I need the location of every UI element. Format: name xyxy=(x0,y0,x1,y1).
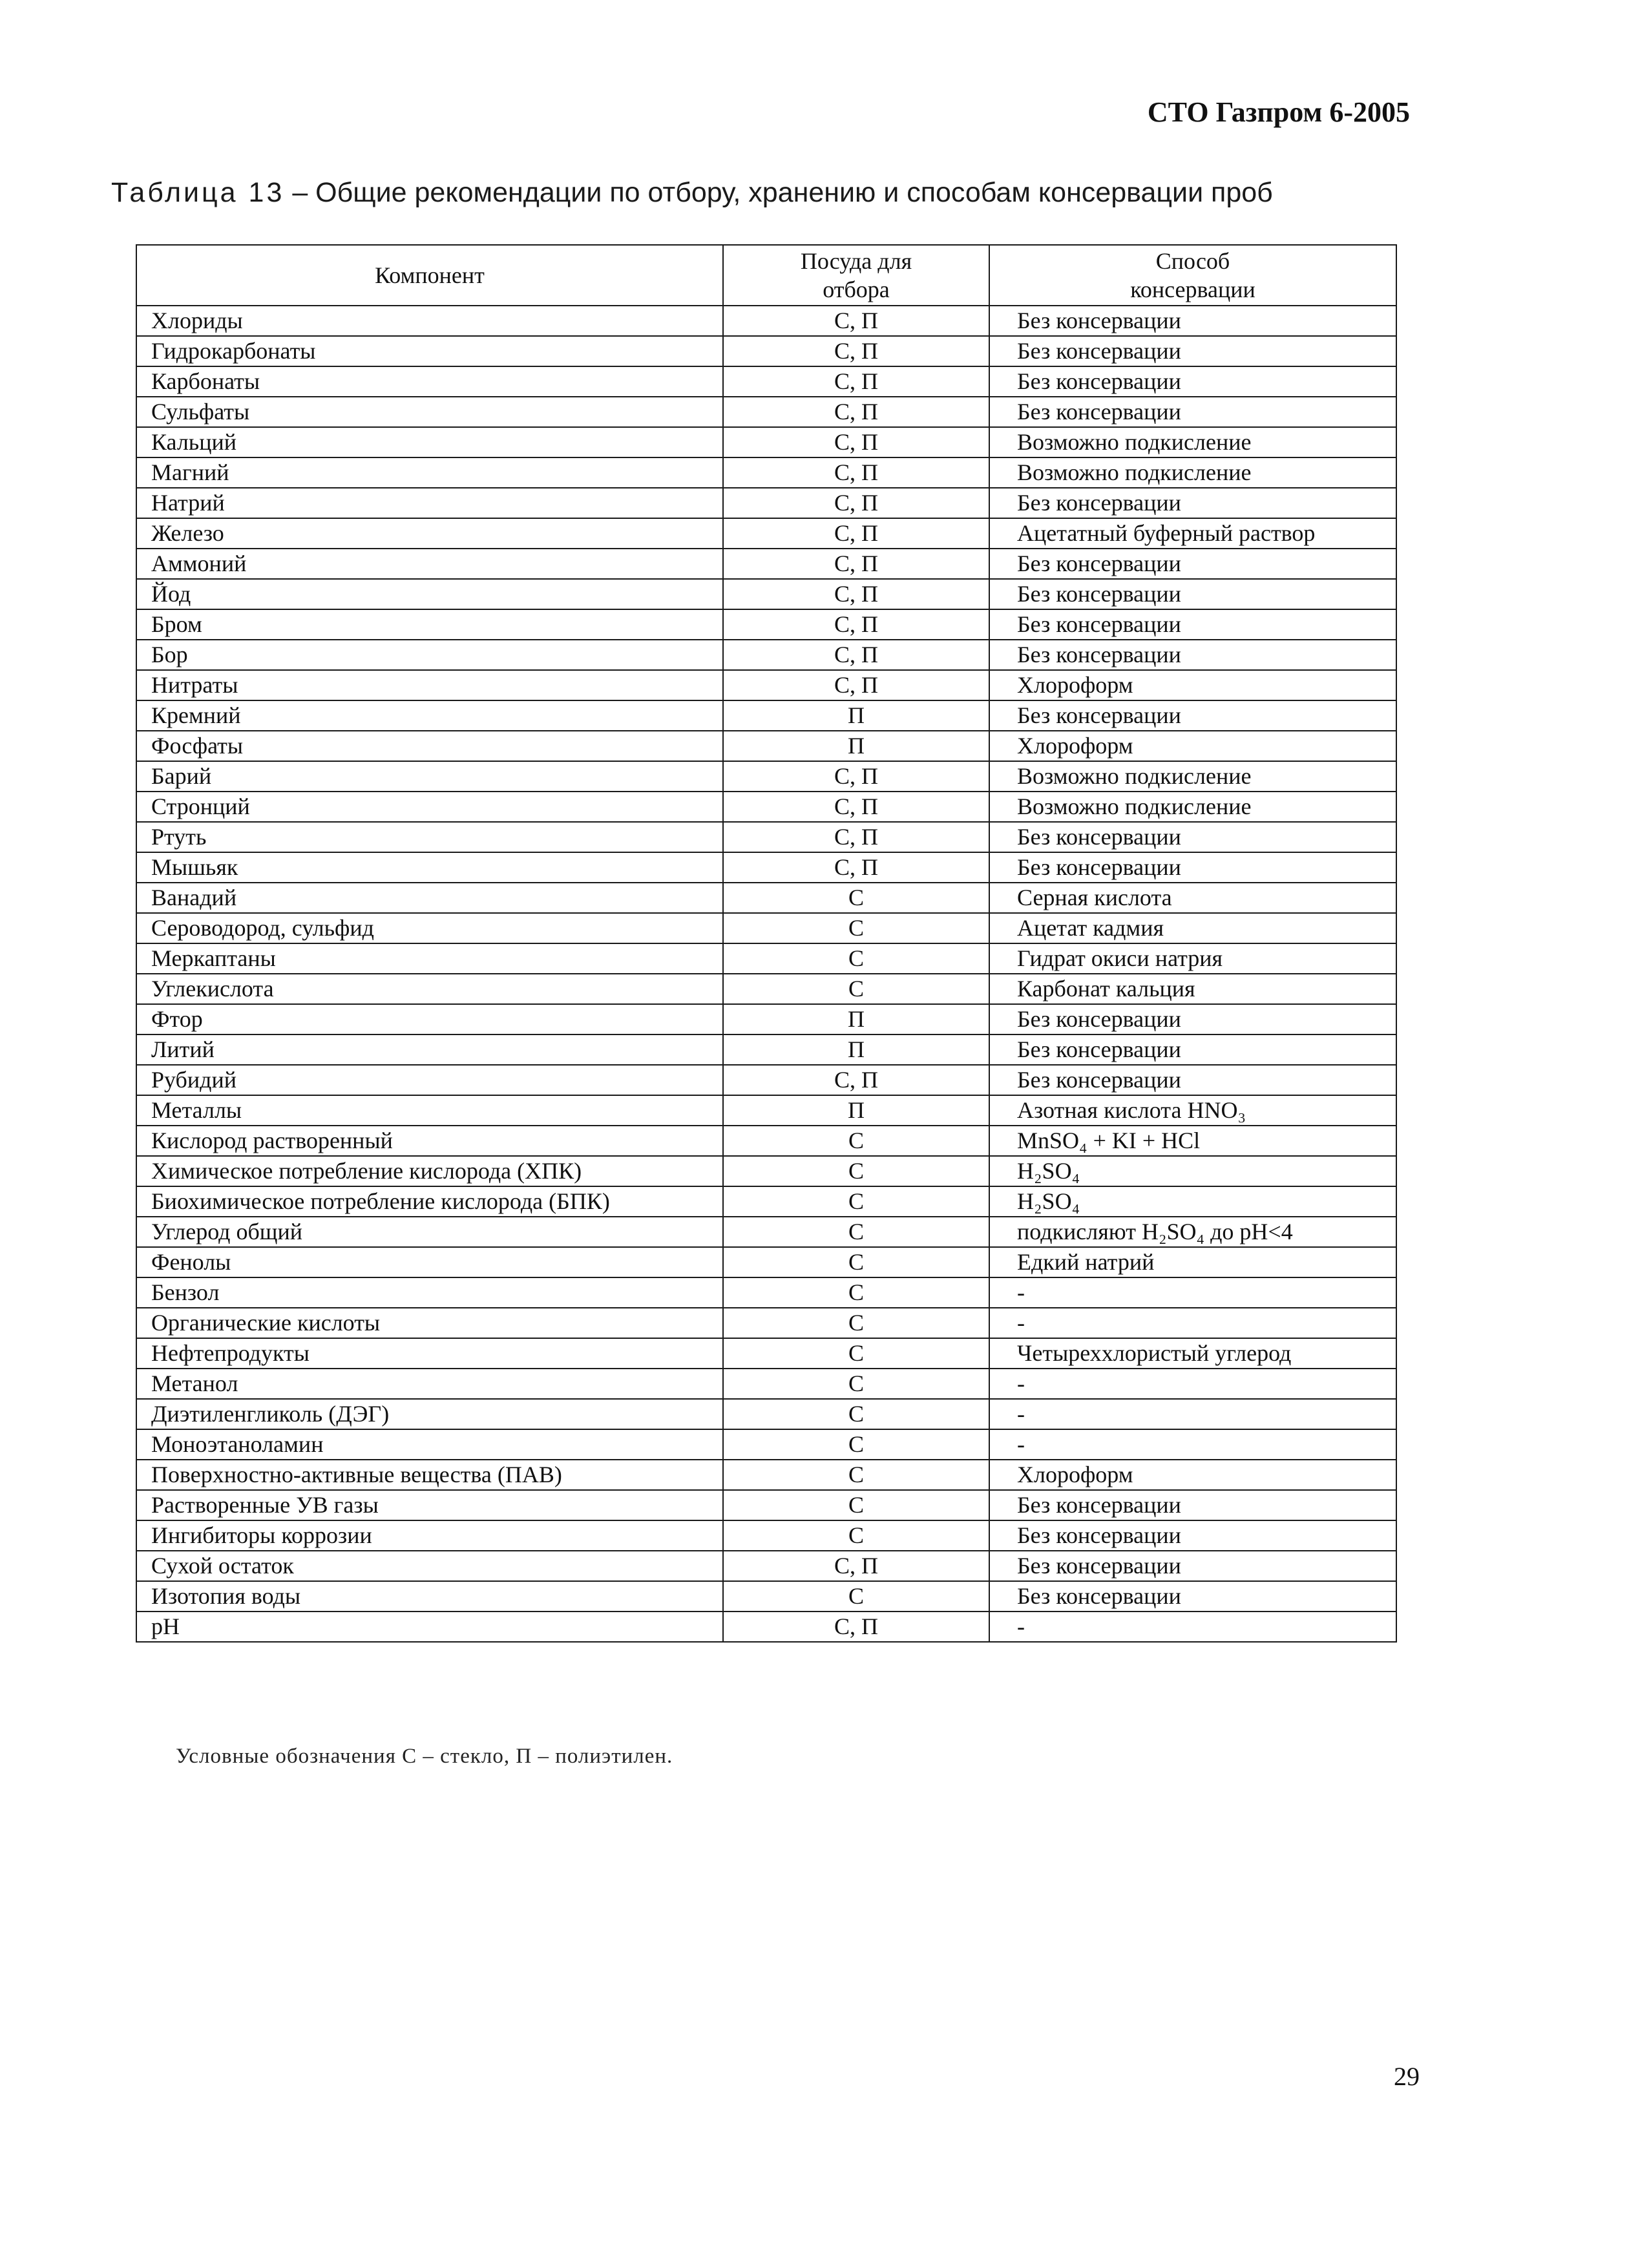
cell-method: Ацетатный буферный раствор xyxy=(989,518,1396,549)
cell-vessel: С, П xyxy=(723,1065,989,1095)
cell-vessel: С, П xyxy=(723,336,989,366)
cell-vessel: С, П xyxy=(723,1551,989,1581)
cell-vessel: С, П xyxy=(723,1612,989,1642)
table-row xyxy=(136,397,1396,427)
cell-vessel: С xyxy=(723,913,989,943)
table-row xyxy=(136,549,1396,579)
cell-method: Четыреххлористый углерод xyxy=(989,1338,1396,1369)
cell-vessel: П xyxy=(723,1034,989,1065)
cell-component: Фтор xyxy=(136,1004,723,1034)
table-caption xyxy=(111,177,1273,209)
table-row xyxy=(136,609,1396,640)
cell-component: Йод xyxy=(136,579,723,609)
cell-component: Углекислота xyxy=(136,974,723,1004)
cell-component: Углерод общий xyxy=(136,1217,723,1247)
table-row xyxy=(136,1247,1396,1277)
table-row xyxy=(136,761,1396,792)
cell-component: Нефтепродукты xyxy=(136,1338,723,1369)
cell-component: Фенолы xyxy=(136,1247,723,1277)
cell-vessel: С, П xyxy=(723,488,989,518)
cell-vessel: С xyxy=(723,1520,989,1551)
cell-component: pH xyxy=(136,1612,723,1642)
cell-method: подкисляют H₂SO₄ до pH<4 xyxy=(989,1217,1396,1247)
cell-component: Бензол xyxy=(136,1277,723,1308)
cell-component: Рубидий xyxy=(136,1065,723,1095)
cell-vessel: С xyxy=(723,1369,989,1399)
table-row xyxy=(136,1126,1396,1156)
cell-component: Растворенные УВ газы xyxy=(136,1490,723,1520)
cell-method: Без консервации xyxy=(989,336,1396,366)
cell-method: Возможно подкисление xyxy=(989,792,1396,822)
table-row xyxy=(136,974,1396,1004)
cell-component: Мышьяк xyxy=(136,852,723,883)
cell-method: Возможно подкисление xyxy=(989,457,1396,488)
table-row xyxy=(136,1581,1396,1612)
cell-component: Химическое потребление кислорода (ХПК) xyxy=(136,1156,723,1186)
cell-method: Без консервации xyxy=(989,700,1396,731)
cell-vessel: С xyxy=(723,1156,989,1186)
cell-vessel: С xyxy=(723,883,989,913)
table-row xyxy=(136,1034,1396,1065)
cell-component: Органические кислоты xyxy=(136,1308,723,1338)
cell-vessel: С, П xyxy=(723,397,989,427)
cell-vessel: С, П xyxy=(723,427,989,457)
table-row xyxy=(136,1095,1396,1126)
cell-vessel: П xyxy=(723,700,989,731)
cell-method: Гидрат окиси натрия xyxy=(989,943,1396,974)
cell-component: Хлориды xyxy=(136,306,723,336)
cell-component: Нитраты xyxy=(136,670,723,700)
cell-vessel: С xyxy=(723,1217,989,1247)
cell-method: Едкий натрий xyxy=(989,1247,1396,1277)
table-row xyxy=(136,792,1396,822)
cell-vessel: С, П xyxy=(723,306,989,336)
cell-component: Аммоний xyxy=(136,549,723,579)
cell-vessel: П xyxy=(723,1004,989,1034)
cell-method: Без консервации xyxy=(989,397,1396,427)
cell-vessel: С xyxy=(723,1490,989,1520)
cell-method: - xyxy=(989,1308,1396,1338)
table-row xyxy=(136,1217,1396,1247)
table-body xyxy=(136,306,1396,1642)
cell-method: Без консервации xyxy=(989,306,1396,336)
table-row xyxy=(136,943,1396,974)
cell-component: Металлы xyxy=(136,1095,723,1126)
cell-vessel: С xyxy=(723,1277,989,1308)
cell-method: - xyxy=(989,1277,1396,1308)
table-row xyxy=(136,1338,1396,1369)
table-row xyxy=(136,1308,1396,1338)
cell-method: Хлороформ xyxy=(989,670,1396,700)
cell-method: Без консервации xyxy=(989,1034,1396,1065)
cell-vessel: С, П xyxy=(723,366,989,397)
table-header-row xyxy=(136,245,1396,306)
cell-vessel: С xyxy=(723,1308,989,1338)
cell-component: Изотопия воды xyxy=(136,1581,723,1612)
cell-method: Хлороформ xyxy=(989,731,1396,761)
cell-method: Без консервации xyxy=(989,1065,1396,1095)
cell-component: Сульфаты xyxy=(136,397,723,427)
cell-vessel: С xyxy=(723,1581,989,1612)
table-row xyxy=(136,883,1396,913)
cell-component: Магний xyxy=(136,457,723,488)
cell-vessel: П xyxy=(723,1095,989,1126)
table-caption-label: Таблица 13 xyxy=(111,177,285,208)
cell-component: Стронций xyxy=(136,792,723,822)
table-row xyxy=(136,518,1396,549)
cell-method: Без консервации xyxy=(989,1520,1396,1551)
cell-method: Без консервации xyxy=(989,640,1396,670)
cell-method: Без консервации xyxy=(989,609,1396,640)
cell-method: Без консервации xyxy=(989,549,1396,579)
table-row xyxy=(136,306,1396,336)
table-row xyxy=(136,1429,1396,1460)
table-row xyxy=(136,488,1396,518)
cell-component: Натрий xyxy=(136,488,723,518)
cell-method: Без консервации xyxy=(989,488,1396,518)
cell-vessel: С xyxy=(723,943,989,974)
cell-method: - xyxy=(989,1612,1396,1642)
cell-vessel: С xyxy=(723,1247,989,1277)
cell-component: Поверхностно-активные вещества (ПАВ) xyxy=(136,1460,723,1490)
cell-method: Хлороформ xyxy=(989,1460,1396,1490)
cell-method: Без консервации xyxy=(989,1581,1396,1612)
cell-method: Серная кислота xyxy=(989,883,1396,913)
table-row xyxy=(136,640,1396,670)
table-row xyxy=(136,1612,1396,1642)
header-method: Способ консервации xyxy=(989,245,1396,306)
cell-component: Ингибиторы коррозии xyxy=(136,1520,723,1551)
sampling-recommendations-table xyxy=(136,244,1397,1643)
cell-component: Бор xyxy=(136,640,723,670)
cell-vessel: С, П xyxy=(723,761,989,792)
document-code: СТО Газпром 6-2005 xyxy=(1147,96,1410,128)
cell-component: Диэтиленгликоль (ДЭГ) xyxy=(136,1399,723,1429)
header-component: Компонент xyxy=(136,245,723,306)
cell-component: Кремний xyxy=(136,700,723,731)
table-row xyxy=(136,457,1396,488)
cell-component: Ртуть xyxy=(136,822,723,852)
cell-component: Меркаптаны xyxy=(136,943,723,974)
cell-method: Без консервации xyxy=(989,366,1396,397)
cell-method: MnSO₄ + KI + HCl xyxy=(989,1126,1396,1156)
cell-vessel: С xyxy=(723,1460,989,1490)
table-row xyxy=(136,1460,1396,1490)
table-row xyxy=(136,731,1396,761)
cell-method: Без консервации xyxy=(989,1004,1396,1034)
header-vessel: Посуда для отбора xyxy=(723,245,989,306)
cell-component: Сухой остаток xyxy=(136,1551,723,1581)
cell-method: Без консервации xyxy=(989,1490,1396,1520)
table-row xyxy=(136,700,1396,731)
cell-vessel: С xyxy=(723,974,989,1004)
cell-vessel: С, П xyxy=(723,792,989,822)
cell-vessel: С, П xyxy=(723,579,989,609)
cell-method: Азотная кислота HNO₃ xyxy=(989,1095,1396,1126)
cell-method: Без консервации xyxy=(989,579,1396,609)
table-row xyxy=(136,670,1396,700)
cell-component: Бром xyxy=(136,609,723,640)
cell-vessel: С xyxy=(723,1186,989,1217)
table-row xyxy=(136,1004,1396,1034)
cell-vessel: С, П xyxy=(723,852,989,883)
table-row xyxy=(136,913,1396,943)
table-row xyxy=(136,1490,1396,1520)
cell-component: Кислород растворенный xyxy=(136,1126,723,1156)
cell-method: Карбонат кальция xyxy=(989,974,1396,1004)
table-row xyxy=(136,852,1396,883)
table-row xyxy=(136,1520,1396,1551)
cell-vessel: С, П xyxy=(723,457,989,488)
cell-component: Сероводород, сульфид xyxy=(136,913,723,943)
cell-component: Карбонаты xyxy=(136,366,723,397)
table-caption-text: – Общие рекомендации по отбору, хранению и способам консервации проб xyxy=(284,177,1273,208)
cell-method: Без консервации xyxy=(989,1551,1396,1581)
cell-method: Без консервации xyxy=(989,852,1396,883)
cell-method: Возможно подкисление xyxy=(989,427,1396,457)
cell-vessel: С, П xyxy=(723,822,989,852)
cell-component: Литий xyxy=(136,1034,723,1065)
table-row xyxy=(136,822,1396,852)
table-row xyxy=(136,1186,1396,1217)
cell-vessel: С, П xyxy=(723,609,989,640)
cell-method: - xyxy=(989,1369,1396,1399)
cell-vessel: С xyxy=(723,1399,989,1429)
page-number: 29 xyxy=(1394,2062,1420,2091)
table-row xyxy=(136,1065,1396,1095)
cell-component: Метанол xyxy=(136,1369,723,1399)
cell-component: Кальций xyxy=(136,427,723,457)
cell-vessel: С, П xyxy=(723,670,989,700)
cell-component: Барий xyxy=(136,761,723,792)
table-row xyxy=(136,1156,1396,1186)
table-row xyxy=(136,1369,1396,1399)
cell-component: Моноэтаноламин xyxy=(136,1429,723,1460)
cell-vessel: С xyxy=(723,1429,989,1460)
cell-method: Ацетат кадмия xyxy=(989,913,1396,943)
cell-component: Ванадий xyxy=(136,883,723,913)
cell-method: H₂SO₄ xyxy=(989,1156,1396,1186)
cell-vessel: С xyxy=(723,1126,989,1156)
cell-vessel: С, П xyxy=(723,640,989,670)
cell-method: Возможно подкисление xyxy=(989,761,1396,792)
table-row xyxy=(136,427,1396,457)
cell-method: - xyxy=(989,1429,1396,1460)
cell-vessel: С, П xyxy=(723,518,989,549)
table-row xyxy=(136,1277,1396,1308)
table-row xyxy=(136,366,1396,397)
table-row xyxy=(136,1399,1396,1429)
cell-component: Биохимическое потребление кислорода (БПК) xyxy=(136,1186,723,1217)
cell-component: Железо xyxy=(136,518,723,549)
cell-component: Гидрокарбонаты xyxy=(136,336,723,366)
legend-note: Условные обозначения С – стекло, П – полиэтилен. xyxy=(176,1745,673,1768)
cell-method: H₂SO₄ xyxy=(989,1186,1396,1217)
cell-component: Фосфаты xyxy=(136,731,723,761)
cell-vessel: С, П xyxy=(723,549,989,579)
cell-vessel: С xyxy=(723,1338,989,1369)
cell-method: - xyxy=(989,1399,1396,1429)
cell-method: Без консервации xyxy=(989,822,1396,852)
table-row xyxy=(136,1551,1396,1581)
table-row xyxy=(136,336,1396,366)
table-row xyxy=(136,579,1396,609)
cell-vessel: П xyxy=(723,731,989,761)
